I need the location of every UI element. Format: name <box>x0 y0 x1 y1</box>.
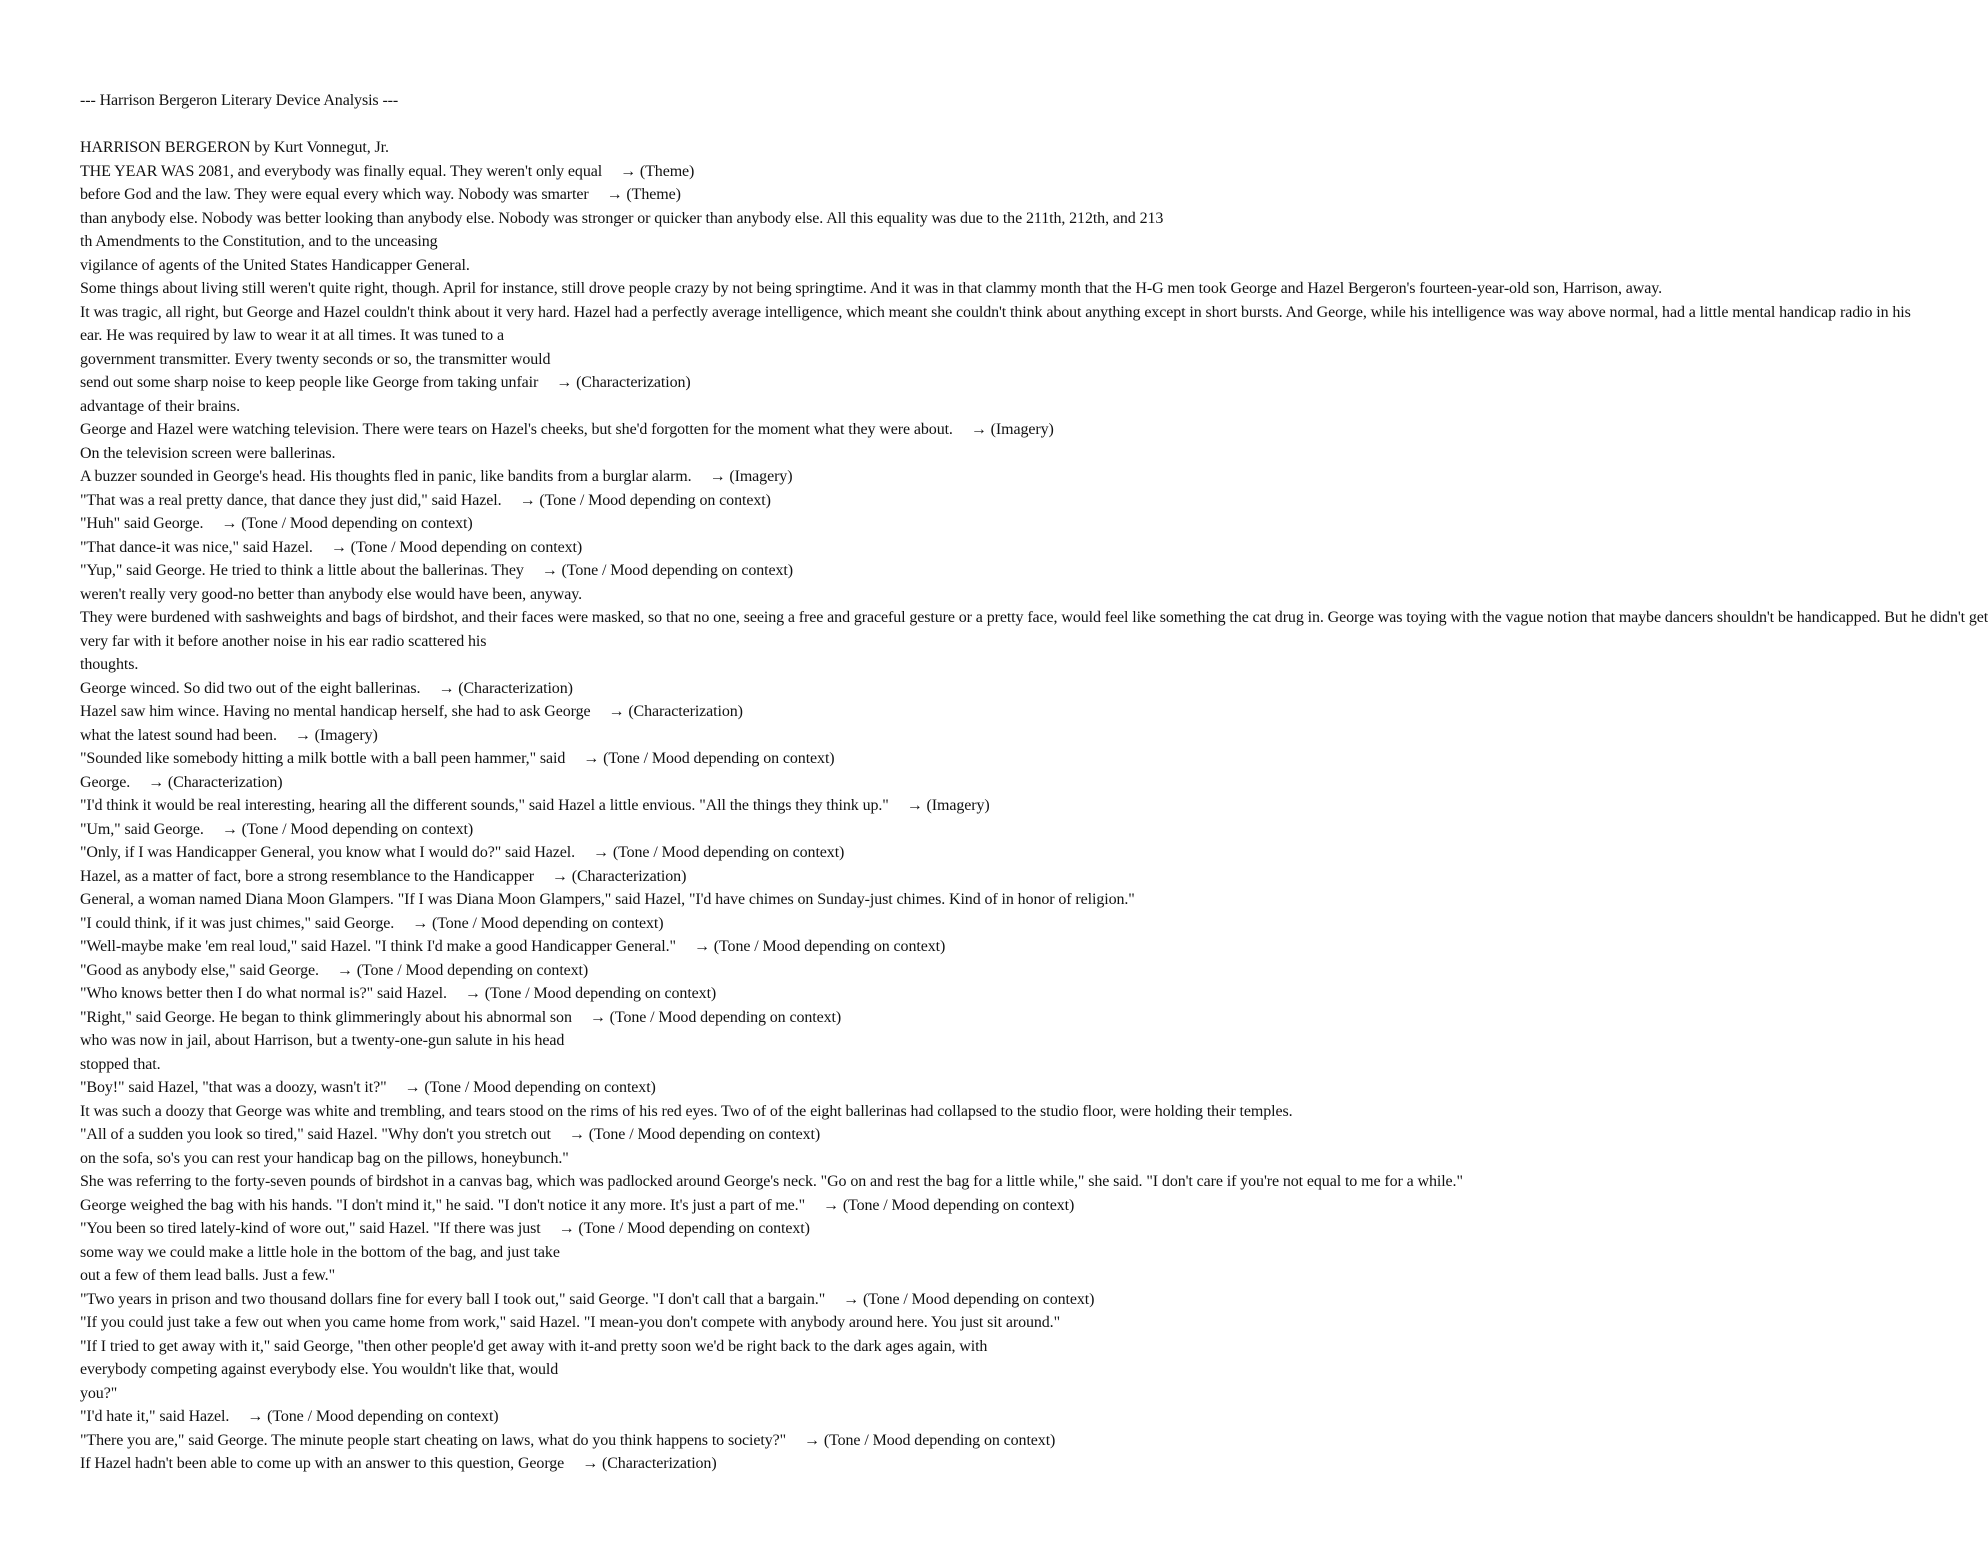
device-annotation: → (Characterization) <box>582 1455 717 1472</box>
line-text: vigilance of agents of the United States Handicapper General. <box>80 256 470 274</box>
text-line <box>80 606 1988 630</box>
text-line <box>80 1147 1200 1171</box>
line-text: On the television screen were ballerinas. <box>80 444 336 462</box>
line-text: They were burdened with sashweights and bags of birdshot, and their faces were masked, so that no one, seeing a free and graceful gesture or a pretty face, would feel like something the cat drug in. George was toying with the vague notion that maybe dancers shouldn't be handicapped. But he didn't get <box>80 609 1988 626</box>
line-text: you?" <box>80 1384 118 1402</box>
line-text: George winced. So did two out of the eight ballerinas. <box>80 679 421 697</box>
text-line <box>80 818 1200 842</box>
line-text: If Hazel hadn't been able to come up with an answer to this question, George <box>80 1455 565 1472</box>
text-line <box>80 371 1200 395</box>
line-text: THE YEAR WAS 2081, and everybody was finally equal. They weren't only equal <box>80 162 603 180</box>
device-annotation: → (Tone / Mood depending on context) <box>336 961 589 979</box>
text-line <box>80 1382 1200 1406</box>
line-text: It was tragic, all right, but George and Hazel couldn't think about it very hard. Hazel had a perfectly average intelligence, which meant she couldn't think about anything except in short bursts. And George, while his intelligence was way above normal, had a little mental handicap radio in his <box>80 303 1911 321</box>
device-annotation: → (Tone / Mood depending on context) <box>558 1220 810 1237</box>
line-text: th Amendments to the Constitution, and to the unceasing <box>80 233 438 250</box>
line-text: out a few of them lead balls. Just a few." <box>80 1267 335 1284</box>
document-heading: --- Harrison Bergeron Literary Device Analysis --- <box>80 92 399 109</box>
text-line <box>80 841 1200 865</box>
text-line <box>80 1053 1200 1077</box>
text-line <box>80 1170 1463 1194</box>
device-annotation: → (Tone / Mood depending on context) <box>541 562 793 579</box>
line-text: HARRISON BERGERON by Kurt Vonnegut, Jr. <box>80 139 389 156</box>
device-annotation: → (Imagery) <box>709 468 793 485</box>
text-line <box>80 395 1200 419</box>
line-text: "Right," said George. He began to think glimmeringly about his abnormal son <box>80 1008 572 1026</box>
device-annotation: → (Tone / Mood depending on context) <box>404 1079 656 1096</box>
line-text: "I'd hate it," said Hazel. <box>80 1408 230 1425</box>
text-line <box>80 583 1200 607</box>
text-line <box>80 230 1200 254</box>
text-line <box>80 794 1200 818</box>
line-text: It was such a doozy that George was white and trembling, and tears stood on the rims of his red eyes. Two of of the eight ballerinas had collapsed to the studio floor, were holding their temples. <box>80 1102 1293 1120</box>
line-text: "You been so tired lately-kind of wore out," said Hazel. "If there was just <box>80 1220 541 1237</box>
line-text: very far with it before another noise in his ear radio scattered his <box>80 632 487 650</box>
text-line <box>80 677 1200 701</box>
line-text: who was now in jail, about Harrison, but a twenty-one-gun salute in his head <box>80 1032 565 1049</box>
text-line <box>80 771 1200 795</box>
line-text: "That was a real pretty dance, that dance they just did," said Hazel. <box>80 491 502 509</box>
line-text: "I could think, if it was just chimes," said George. <box>80 914 395 932</box>
device-annotation: → (Characterization) <box>438 679 573 697</box>
text-line <box>80 512 1200 536</box>
text-line <box>80 935 1200 959</box>
text-line <box>80 442 1200 466</box>
device-annotation: → (Characterization) <box>608 703 743 720</box>
device-annotation: → (Tone / Mood depending on context) <box>593 844 845 861</box>
document-body <box>80 89 1988 1476</box>
text-line <box>80 160 1200 184</box>
text-line <box>80 1288 1200 1312</box>
line-text: Hazel, as a matter of fact, bore a strong resemblance to the Handicapper <box>80 867 534 885</box>
text-line <box>80 324 1200 348</box>
device-annotation: → (Tone / Mood depending on context) <box>568 1126 821 1143</box>
text-line <box>80 418 1200 442</box>
line-text: "Sounded like somebody hitting a milk bottle with a ball peen hammer," said <box>80 750 566 767</box>
line-text: "Yup," said George. He tried to think a little about the ballerinas. They <box>80 562 524 579</box>
line-text: than anybody else. Nobody was better looking than anybody else. Nobody was stronger or quicker than anybody else. All this equality was due to the 211th, 212th, and 213 <box>80 209 1164 227</box>
text-line <box>80 277 1663 301</box>
line-text: Some things about living still weren't quite right, though. April for instance, still drove people crazy by not being springtime. And it was in that clammy month that the H-G men took George and Hazel Bergeron's fourteen-year-old son, Harrison, away. <box>80 280 1663 297</box>
text-line <box>80 1100 1293 1124</box>
text-line <box>80 1006 1200 1030</box>
line-text: send out some sharp noise to keep people like George from taking unfair <box>80 374 539 391</box>
line-text: "If I tried to get away with it," said George, "then other people'd get away with it-and pretty soon we'd be right back to the dark ages again, with <box>80 1337 988 1355</box>
device-annotation: → (Tone / Mood depending on context) <box>330 538 583 556</box>
text-line <box>80 559 1200 583</box>
line-text: George and Hazel were watching television. There were tears on Hazel's cheeks, but she'd forgotten for the moment what they were about. <box>80 421 953 438</box>
text-line <box>80 1405 1200 1429</box>
text-line <box>80 1123 1200 1147</box>
line-text: "Who knows better then I do what normal is?" said Hazel. <box>80 985 447 1002</box>
line-text: ear. He was required by law to wear it at all times. It was tuned to a <box>80 327 504 344</box>
device-annotation: → (Theme) <box>620 162 695 180</box>
blank-line <box>80 113 1200 137</box>
device-annotation: → (Tone / Mood depending on context) <box>823 1196 1075 1214</box>
device-annotation: → (Tone / Mood depending on context) <box>221 515 473 532</box>
text-line <box>80 1335 1200 1359</box>
text-line <box>80 489 1200 513</box>
text-line <box>80 1194 1200 1218</box>
text-line <box>80 724 1200 748</box>
line-text: General, a woman named Diana Moon Glampers. "If I was Diana Moon Glampers," said Hazel, "I'd have chimes on Sunday-just chimes. Kind of in honor of religion." <box>80 891 1135 908</box>
text-line <box>80 183 1200 207</box>
device-annotation: → (Tone / Mood depending on context) <box>843 1290 1095 1308</box>
text-line <box>80 1076 1200 1100</box>
line-text: She was referring to the forty-seven pounds of birdshot in a canvas bag, which was padlocked around George's neck. "Go on and rest the bag for a little while," she said. "I don't care if you're not equal to me for a while." <box>80 1173 1463 1190</box>
line-text: George weighed the bag with his hands. "I don't mind it," he said. "I don't notice it any more. It's just a part of me." <box>80 1196 806 1214</box>
text-line <box>80 1358 1200 1382</box>
line-text: advantage of their brains. <box>80 397 241 415</box>
text-line <box>80 1452 1200 1476</box>
line-text: "Well-maybe make 'em real loud," said Hazel. "I think I'd make a good Handicapper General." <box>80 938 676 955</box>
line-text: weren't really very good-no better than anybody else would have been, anyway. <box>80 585 582 603</box>
text-line <box>80 348 1200 372</box>
line-text: "Good as anybody else," said George. <box>80 961 319 979</box>
text-line <box>80 865 1200 889</box>
line-text: everybody competing against everybody else. You wouldn't like that, would <box>80 1361 559 1378</box>
line-text: "Boy!" said Hazel, "that was a doozy, wasn't it?" <box>80 1079 387 1096</box>
text-line <box>80 254 1200 278</box>
text-line <box>80 888 1200 912</box>
device-annotation: → (Theme) <box>606 186 681 203</box>
device-annotation: → (Tone / Mood depending on context) <box>693 938 946 955</box>
text-line <box>80 1429 1200 1453</box>
line-text: "Two years in prison and two thousand dollars fine for every ball I took out," said George. "I don't call that a bargain." <box>80 1290 826 1308</box>
line-text: "If you could just take a few out when you came home from work," said Hazel. "I mean-you don't compete with anybody around here. You just sit around." <box>80 1314 1061 1331</box>
device-annotation: → (Imagery) <box>294 726 378 744</box>
line-text: A buzzer sounded in George's head. His thoughts fled in panic, like bandits from a burglar alarm. <box>80 468 692 485</box>
device-annotation: → (Tone / Mood depending on context) <box>583 750 835 767</box>
text-line <box>80 1217 1200 1241</box>
line-text: thoughts. <box>80 656 139 673</box>
device-annotation: → (Characterization) <box>551 867 687 885</box>
text-line <box>80 536 1200 560</box>
text-line <box>80 1264 1200 1288</box>
text-line <box>80 747 1200 771</box>
text-line <box>80 301 1911 325</box>
text-line <box>80 1029 1200 1053</box>
line-text: on the sofa, so's you can rest your handicap bag on the pillows, honeybunch." <box>80 1149 569 1167</box>
device-annotation: → (Tone / Mood depending on context) <box>589 1008 842 1026</box>
device-annotation: → (Tone / Mood depending on context) <box>247 1408 499 1425</box>
text-line <box>80 136 1200 160</box>
line-text: before God and the law. They were equal every which way. Nobody was smarter <box>80 186 589 203</box>
line-text: stopped that. <box>80 1055 161 1073</box>
device-annotation: → (Characterization) <box>556 374 691 391</box>
line-text: "All of a sudden you look so tired," said Hazel. "Why don't you stretch out <box>80 1126 551 1143</box>
line-text: "That dance-it was nice," said Hazel. <box>80 538 313 556</box>
line-text: "Huh" said George. <box>80 515 204 532</box>
text-line <box>80 959 1200 983</box>
line-text: Hazel saw him wince. Having no mental handicap herself, she had to ask George <box>80 703 591 720</box>
device-annotation: → (Tone / Mood depending on context) <box>221 820 474 838</box>
device-annotation: → (Imagery) <box>970 421 1054 438</box>
device-annotation: → (Characterization) <box>148 773 283 791</box>
story-lines <box>80 136 1988 1476</box>
text-line <box>80 630 1200 654</box>
line-text: "There you are," said George. The minute people start cheating on laws, what do you think happens to society?" <box>80 1431 787 1449</box>
device-annotation: → (Tone / Mood depending on context) <box>464 985 717 1002</box>
device-annotation: → (Imagery) <box>906 797 990 814</box>
line-text: "I'd think it would be real interesting, hearing all the different sounds," said Hazel a little envious. "All the things they think up." <box>80 797 889 814</box>
line-text: government transmitter. Every twenty seconds or so, the transmitter would <box>80 350 551 368</box>
line-text: "Only, if I was Handicapper General, you know what I would do?" said Hazel. <box>80 844 576 861</box>
text-line <box>80 207 1200 231</box>
device-annotation: → (Tone / Mood depending on context) <box>519 491 771 509</box>
device-annotation: → (Tone / Mood depending on context) <box>804 1431 1056 1449</box>
line-text: "Um," said George. <box>80 820 204 838</box>
text-line <box>80 982 1200 1006</box>
text-line <box>80 465 1200 489</box>
text-line <box>80 700 1200 724</box>
line-text: George. <box>80 773 131 791</box>
device-annotation: → (Tone / Mood depending on context) <box>412 914 664 932</box>
text-line <box>80 653 1200 677</box>
text-line <box>80 912 1200 936</box>
line-text: some way we could make a little hole in the bottom of the bag, and just take <box>80 1243 560 1261</box>
text-line <box>80 1241 1200 1265</box>
line-text: what the latest sound had been. <box>80 726 277 744</box>
text-line <box>80 1311 1200 1335</box>
